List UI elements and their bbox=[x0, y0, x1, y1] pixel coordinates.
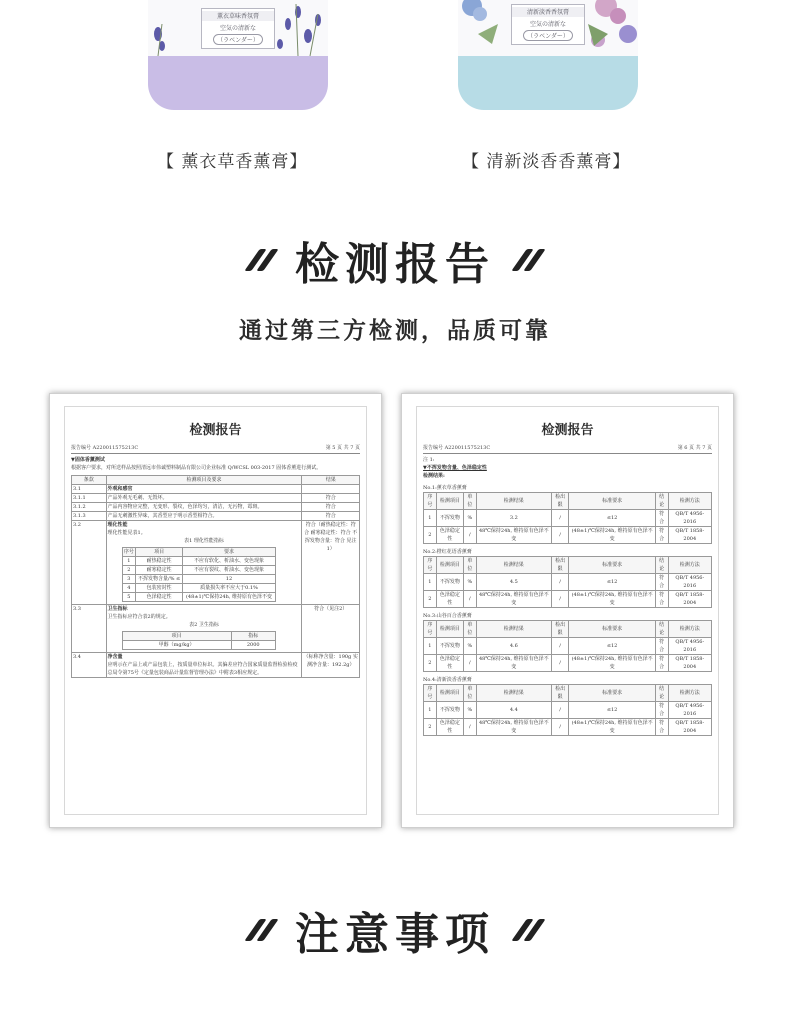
table-row: 3.1.2 产品内容物应完整，无变形、裂纹，色泽均匀，清洁，无污物，霉斑。 符合 bbox=[72, 503, 360, 512]
section-heading-report bbox=[0, 228, 790, 292]
hydrangea-flowers-icon bbox=[458, 0, 638, 56]
jar-tag-jp: 空気の清新な bbox=[219, 25, 256, 32]
section-heading-notes bbox=[0, 898, 790, 962]
sample-name: No.1:薰衣草香薰膏 bbox=[423, 485, 467, 491]
table-row: 1 不挥发物 % 4.4 / ≤12 符合 QB/T 4956-2016 bbox=[424, 702, 712, 719]
jar-label bbox=[458, 0, 638, 56]
lavender-flowers-icon bbox=[148, 0, 328, 56]
result-head: 检测结果: bbox=[423, 473, 445, 479]
sample-result-table: 序号 检测项目 单位 检测结果 检出限 标准要求 结论 检测方法 1 不挥发物 % 3.2 / ≤12 符合 QB/T 4956-2016 2 色泽稳定性 / 48℃保持24h, 维持原有色泽不变 / (48±1)℃保持24h, 维持原有色泽不变 符合 QB/T 1858-2004 bbox=[423, 492, 712, 544]
table-header: 结果 bbox=[302, 476, 360, 485]
report-title: 检测报告 bbox=[189, 423, 242, 438]
quote-mark-left-icon bbox=[252, 919, 271, 941]
physchem-table: 序号 项目 要求 1 耐热稳定性 不应有软化、析油水、变色现象 2 耐寒稳定性 不应有裂纹、析油水、变色现象 3 不挥发物含量/% ≤ 12 4 包装密封性 质量损失率不应大于0.1% 5 色泽稳定性 (48±1)℃保持24h, 维持原有色泽不变 bbox=[122, 547, 276, 602]
quote-mark-right-icon bbox=[519, 249, 538, 271]
jar-tag-top: 薰衣草味香氛膏 bbox=[202, 11, 274, 21]
jar-base bbox=[458, 56, 638, 110]
report-number: 报告编号 A220011575213C bbox=[71, 445, 139, 451]
table-row: 1 不挥发物 % 4.6 / ≤12 符合 QB/T 4956-2016 bbox=[424, 638, 712, 655]
jar-tag-top: 清新淡香香氛膏 bbox=[512, 7, 584, 17]
table-row: 2 色泽稳定性 / 48℃保持24h, 维持原有色泽不变 / (48±1)℃保持24h, 维持原有色泽不变 符合 QB/T 1858-2004 bbox=[424, 719, 712, 736]
table-row: 1 不挥发物 % 3.2 / ≤12 符合 QB/T 4956-2016 bbox=[424, 510, 712, 527]
jar-tag-sub: （ラベンダー） bbox=[213, 34, 263, 45]
quote-mark-right-icon bbox=[519, 919, 538, 941]
product-caption-lavender: 【 薰衣草香薰膏】 bbox=[157, 152, 308, 172]
table-row: 3.4 净含量 应明示在产品上或产品包装上，按质量单位标识。其偏差应符合国家质量监督检验检疫总局令第75号《定量包装商品计量监督管理办法》中附表3相应规定。 （标称净含量：190g 实测净含量：192.2g） bbox=[73, 654, 358, 676]
table-row: 3.1 外观和感官 bbox=[72, 485, 360, 494]
table-row: 3.1.3 产品无刺激性异味，其香型应于明示香型相符合。 符合 bbox=[72, 512, 360, 521]
table-row: 3.1.1 产品外观无毛刺、无毁坏。 符合 bbox=[72, 494, 360, 503]
product-image-fresh bbox=[458, 0, 638, 112]
table-row: 1 不挥发物 % 4.5 / ≤12 符合 QB/T 4956-2016 bbox=[424, 574, 712, 591]
table-row: 3.3 卫生指标 卫生指标应符合表2的规定。 表2 卫生指标 项目 指标 甲醇（mg/kg） 2000 符合（见注2） bbox=[72, 605, 360, 653]
jar-tag-sub: （ラベンダー） bbox=[523, 30, 573, 41]
report-sheet-page-6 bbox=[401, 393, 734, 828]
sample-name: No.2:橙红花语香薰膏 bbox=[423, 549, 472, 555]
report-number: 报告编号 A220011575213C bbox=[423, 445, 491, 451]
jar-base bbox=[148, 56, 328, 110]
report-meta bbox=[71, 444, 360, 454]
section-title: 检测报告 bbox=[295, 239, 495, 290]
jar-label bbox=[148, 0, 328, 56]
report-meta bbox=[423, 444, 712, 454]
hygiene-table: 项目 指标 甲醇（mg/kg） 2000 bbox=[122, 631, 276, 650]
table-row: 2 色泽稳定性 / 48℃保持24h, 维持原有色泽不变 / (48±1)℃保持24h, 维持原有色泽不变 符合 QB/T 1858-2004 bbox=[424, 591, 712, 608]
product-image-lavender bbox=[148, 0, 328, 112]
report-section-head: ▼不挥发物含量、色泽稳定性 bbox=[423, 465, 487, 471]
report-title: 检测报告 bbox=[541, 423, 594, 438]
sample-result-table: 序号 检测项目 单位 检测结果 检出限 标准要求 结论 检测方法 1 不挥发物 % 4.4 / ≤12 符合 QB/T 4956-2016 2 色泽稳定性 / 48℃保持24h, 维持原有色泽不变 / (48±1)℃保持24h, 维持原有色泽不变 符合 QB/T 1858-2004 bbox=[423, 684, 712, 736]
table-header: 条款 bbox=[72, 476, 107, 485]
report-main-table bbox=[71, 475, 360, 678]
sample-result-table: 序号 检测项目 单位 检测结果 检出限 标准要求 结论 检测方法 1 不挥发物 % 4.6 / ≤12 符合 QB/T 4956-2016 2 色泽稳定性 / 48℃保持24h, 维持原有色泽不变 / (48±1)℃保持24h, 维持原有色泽不变 符合 QB/T 1858-2004 bbox=[423, 620, 712, 672]
sample-name: No.4:清新淡香香薰膏 bbox=[423, 677, 472, 683]
product-caption-fresh: 【 清新淡香香薰膏】 bbox=[462, 152, 631, 172]
report-note: 注 1: bbox=[423, 457, 435, 463]
table-row: 2 色泽稳定性 / 48℃保持24h, 维持原有色泽不变 / (48±1)℃保持24h, 维持原有色泽不变 符合 QB/T 1858-2004 bbox=[424, 527, 712, 544]
quote-mark-left-icon bbox=[252, 249, 271, 271]
table-row: 3.2 理化性能 理化性能见表1。 表1 理化性能指标 序号 项目 要求 1 耐热稳定性 不应有软化、析油水、变色现象 2 耐寒稳定性 不应有裂纹、析油水、变色现象 3 不挥发物含量/% ≤ 12 4 包装密封性 质量损失率不应大于0.1% 5 色泽稳定性 (48±1)℃保持24h, 维持原有色泽不变 符合（耐热稳定性：符合 耐寒稳定性：符合 不挥发物含量：符合 见注1） bbox=[72, 521, 360, 605]
table-row: 2 色泽稳定性 / 48℃保持24h, 维持原有色泽不变 / (48±1)℃保持24h, 维持原有色泽不变 符合 QB/T 1858-2004 bbox=[424, 655, 712, 672]
table-header: 检测项目及要求 bbox=[106, 476, 302, 485]
report-page: 第 5 页 共 7 页 bbox=[325, 445, 360, 451]
section-subtitle: 通过第三方检测，品质可靠 bbox=[239, 318, 551, 344]
sample-name: No.3:山谷百合香薰膏 bbox=[423, 613, 472, 619]
report-page: 第 6 页 共 7 页 bbox=[677, 445, 712, 451]
jar-tag-jp: 空気の清新な bbox=[529, 21, 566, 28]
report-intro: 根据客户要求，对所送样品按照清远市伟诚塑料制品有限公司企业标准 Q/WCSL 003-2017 固体香薰进行测试。 bbox=[71, 465, 322, 471]
report-section-head: ▼固体香薰测试 bbox=[71, 457, 105, 463]
sample-result-table: 序号 检测项目 单位 检测结果 检出限 标准要求 结论 检测方法 1 不挥发物 % 4.5 / ≤12 符合 QB/T 4956-2016 2 色泽稳定性 / 48℃保持24h, 维持原有色泽不变 / (48±1)℃保持24h, 维持原有色泽不变 符合 QB/T 1858-2004 bbox=[423, 556, 712, 608]
section-title: 注意事项 bbox=[295, 909, 495, 960]
report-sheet-page-5 bbox=[49, 393, 382, 828]
